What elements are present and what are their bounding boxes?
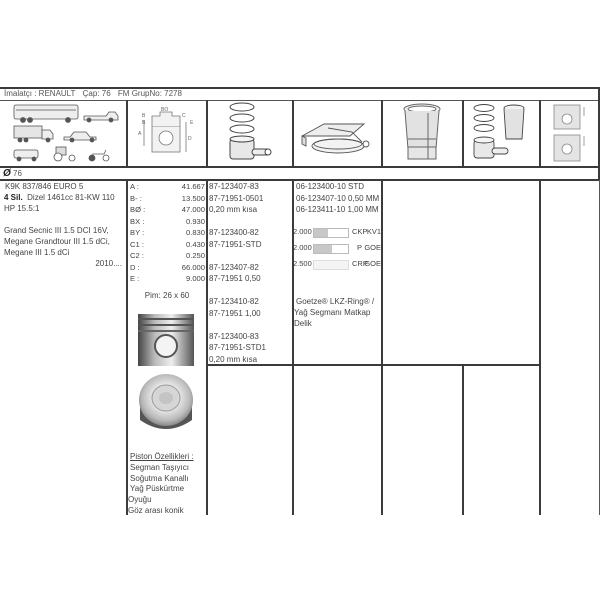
dimension-value: 47.000 [181, 205, 205, 214]
icon-col-divider [126, 100, 128, 167]
dimension-key: BY : [130, 228, 145, 237]
dimension-value: 41.667 [181, 182, 205, 191]
dimension-key: A : [130, 182, 139, 191]
engine-spec: Dizel 1461cc 81-KW 110 [27, 193, 115, 202]
svg-text:C: C [182, 113, 186, 119]
dimension-value: 0.430 [185, 239, 205, 249]
piston-features [128, 452, 206, 517]
piston-feature-item: Segman Taşıyıcı [130, 462, 189, 472]
ring-type: P [357, 243, 363, 252]
group-number-label: FM GrupNo: 7278 [117, 89, 182, 98]
dimension-value: 66.000 [181, 262, 205, 272]
ring-note [294, 296, 382, 329]
svg-text:D: D [188, 136, 192, 142]
ring-profile-icon [313, 244, 349, 254]
data-col-divider [462, 365, 464, 515]
engine-spec-line [4, 192, 124, 203]
manufacturer-label: İmalatçı : RENAULT [4, 89, 76, 98]
bore-label: Çap: 76 [82, 89, 111, 98]
ring-material: GOE [364, 259, 381, 268]
ring-type: CKP [352, 227, 368, 236]
part-note: 0,20 mm kısa [209, 205, 258, 214]
piston-side-photo [136, 312, 196, 368]
part-number: 87-123400-83 [209, 331, 259, 341]
part-number: 87-71951 0,50 [209, 274, 261, 283]
dimension-row [130, 216, 205, 227]
dimension-row [130, 262, 205, 273]
piston-feature-item: Soğutma Kanallı [130, 473, 189, 483]
part-number: 87-123407-82 [209, 262, 259, 272]
svg-text:A: A [138, 131, 142, 137]
title-row-divider [0, 100, 600, 101]
piston-part-numbers [209, 181, 291, 365]
vehicle-model: Megane III 1.5 dCi [4, 248, 70, 257]
data-col-divider [539, 180, 541, 515]
production-years: 2010.... [95, 259, 122, 268]
part-number: 87-71951 1,00 [209, 308, 261, 318]
part-number: 87-123400-82 [209, 228, 259, 237]
dimension-row [130, 193, 205, 204]
dimension-key: E : [130, 274, 140, 283]
ring-spec-row [293, 226, 381, 238]
data-col-divider [206, 180, 208, 515]
diameter-value: 76 [13, 169, 22, 178]
dimension-row [130, 239, 205, 250]
ring-part-numbers [296, 181, 382, 216]
ring-set-box-icon [298, 118, 378, 158]
piston-feature-item: Oyuğu [128, 495, 152, 505]
dimension-row [130, 273, 205, 284]
piston-dimensions-diagram-icon [132, 104, 202, 160]
piston-feature-item: Göz arası konik [128, 505, 184, 515]
ring-type: CRP [352, 259, 368, 268]
icon-col-divider [292, 100, 294, 167]
ring-note-line: Delik [294, 319, 312, 328]
part-number: 87-123407-83 [209, 182, 259, 191]
header-title [4, 89, 187, 98]
piston-features-title: Piston Özellikleri : [130, 452, 194, 461]
dimension-row [130, 250, 205, 261]
ring-profile-icon [313, 260, 349, 270]
part-number: 87-123410-82 [209, 297, 259, 306]
dimension-key: BØ : [130, 205, 146, 214]
data-col-divider [381, 180, 383, 515]
engine-code: K9K 837/846 EURO 5 [5, 182, 84, 191]
dimension-value: 0.250 [185, 251, 205, 260]
icon-col-divider [381, 100, 383, 167]
icon-col-divider [206, 100, 208, 167]
svg-text:E: E [190, 120, 194, 126]
ring-material: GOE [364, 243, 381, 252]
diameter-row [3, 168, 22, 179]
dimension-row [130, 227, 205, 238]
piston-top-photo [136, 372, 196, 436]
piston-cross-section-icon [550, 102, 590, 164]
cylinder-count: 4 Sil. [4, 193, 23, 202]
ring-note-line: Goetze® LKZ-Ring® / [296, 297, 375, 306]
part-note: 0,20 mm kısa [209, 354, 258, 364]
ring-part-number: 06-123411-10 1,00 MM [296, 205, 379, 214]
dimension-key: C2 : [130, 251, 144, 260]
icon-col-divider [462, 100, 464, 167]
dimension-key: C1 : [130, 239, 144, 249]
part-number: 87-71951-0501 [209, 193, 264, 203]
piston-kit-with-liner-icon [468, 102, 536, 164]
dimension-key: BX : [130, 216, 145, 226]
ring-width: 2.000 [293, 243, 312, 252]
ring-profile-icon [313, 228, 349, 238]
ring-note-line: Yağ Segmanı Matkap [294, 308, 371, 317]
ring-width: 2.000 [293, 227, 312, 236]
vehicle-model: Megane Grandtour III 1.5 dCi, [4, 237, 110, 246]
dimension-value: 0.930 [185, 216, 205, 226]
dimension-row [130, 204, 205, 215]
svg-text:BO: BO [161, 107, 169, 113]
dimension-value: 0.830 [185, 228, 205, 237]
icon-col-divider [539, 100, 541, 167]
compression-ratio: HP 15.5:1 [4, 204, 40, 213]
cylinder-liner-icon [398, 103, 446, 163]
piston-with-rings-icon [218, 101, 288, 165]
svg-text:B: B [142, 113, 146, 119]
icon-row-bottom-border [0, 166, 600, 168]
ring-material: KV1 [366, 227, 381, 236]
vehicle-types-icon [10, 102, 122, 164]
part-number: 87-71951-STD [209, 239, 262, 249]
dimension-key: D : [130, 262, 140, 272]
ring-spec-row [293, 242, 381, 254]
pin-size: Pim: 26 x 60 [144, 291, 190, 300]
dimension-row [130, 181, 205, 192]
engine-info [4, 181, 124, 269]
svg-text:B: B [142, 120, 146, 126]
dimension-value: 13.500 [181, 193, 205, 203]
dimension-value: 9.000 [185, 274, 205, 283]
ring-part-number: 06-123400-10 STD [296, 182, 365, 191]
part-number: 87-71951-STD1 [209, 343, 266, 352]
piston-feature-item: Yağ Püskürtme [130, 484, 185, 494]
dimension-key: B- : [130, 193, 142, 203]
diameter-symbol: Ø [3, 168, 11, 179]
ring-spec-row [293, 258, 381, 270]
ring-width: 2.500 [293, 259, 312, 268]
ring-part-number: 06-123407-10 0,50 MM [296, 193, 380, 203]
vehicle-model: Grand Secnic III 1.5 DCI 16V, [4, 226, 109, 235]
